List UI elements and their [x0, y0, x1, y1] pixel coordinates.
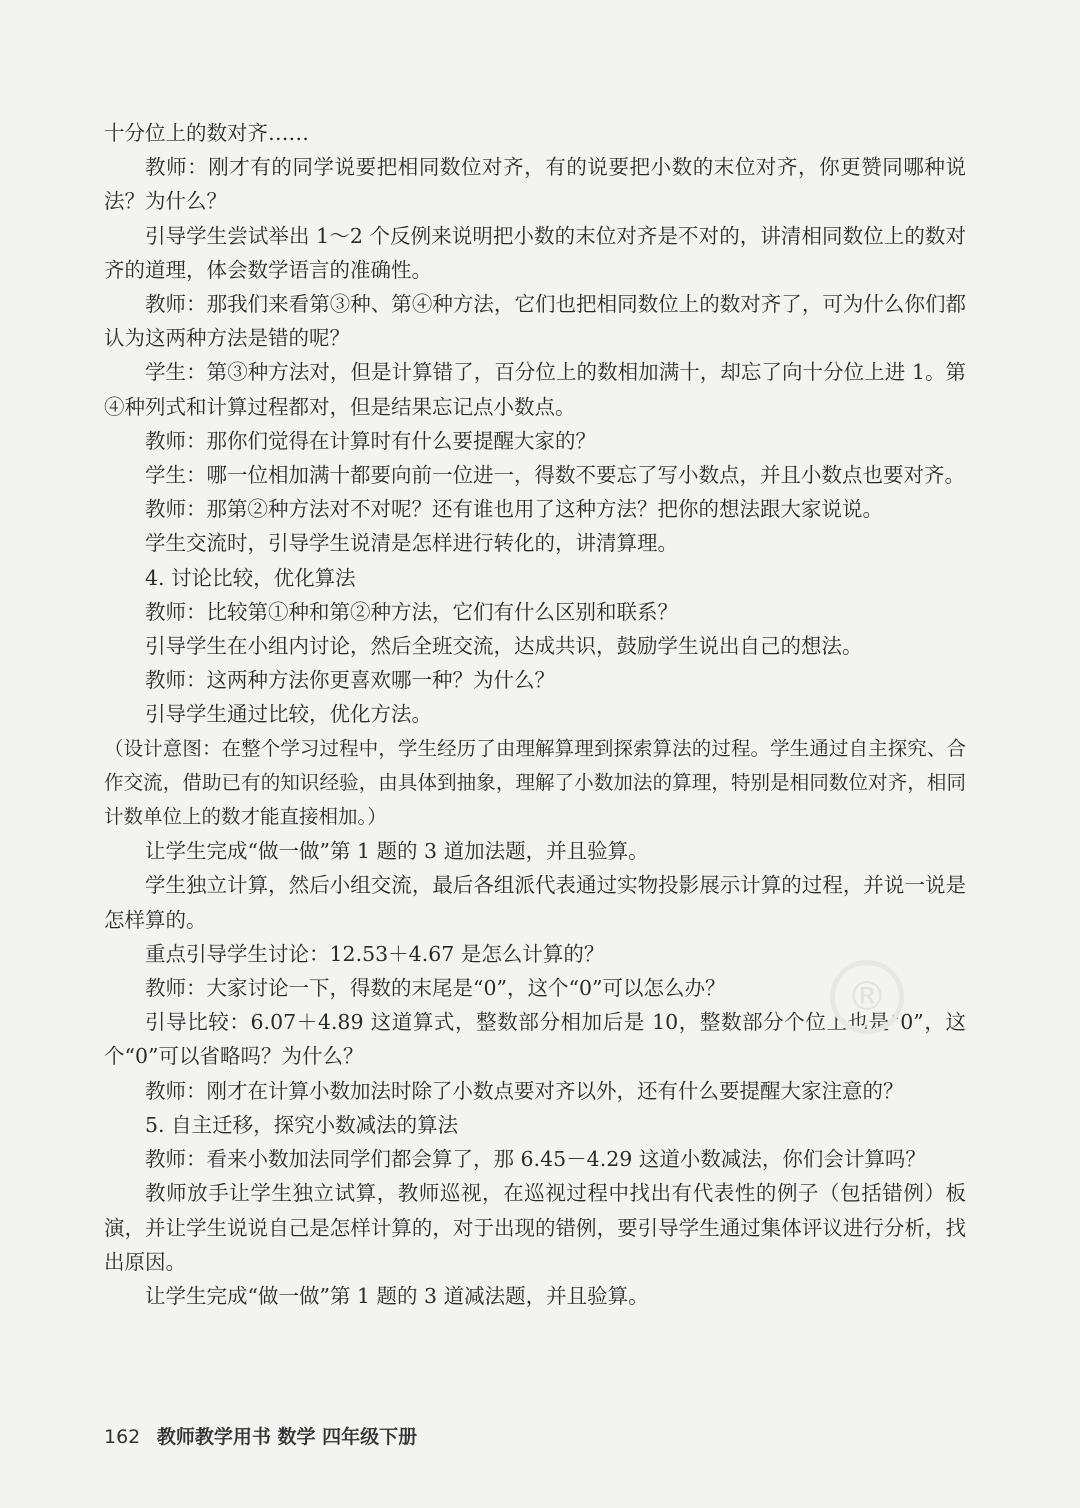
design-intent-note: （设计意图：在整个学习过程中，学生经历了由理解算理到探索算法的过程。学生通过自主探究、合作交流，借助已有的知识经验，由具体到抽象，理解了小数加法的算理，特别是相同数位对齐，相同计数单位上的数才能直接相加。） — [104, 736, 966, 829]
paragraph: 学生独立计算，然后小组交流，最后各组派代表通过实物投影展示计算的过程，并说一说是怎样算的。 — [104, 873, 966, 932]
paragraph: 教师放手让学生独立试算，教师巡视，在巡视过程中找出有代表性的例子（包括错例）板演，并让学生说说自己是怎样计算的，对于出现的错例，要引导学生通过集体评议进行分析，找出原因。 — [104, 1181, 966, 1274]
book-title: 教师教学用书 数学 四年级下册 — [156, 1426, 418, 1448]
section-heading: 5. 自主迁移，探究小数减法的算法 — [145, 1112, 459, 1137]
section-heading: 4. 讨论比较，优化算法 — [145, 565, 356, 590]
paragraph: 引导比较：6.07＋4.89 这道算式，整数部分相加后是 10，整数部分个位上也是“0”，这个“0”可以省略吗？为什么？ — [104, 1010, 966, 1069]
paragraph: 教师：这两种方法你更喜欢哪一种？为什么？ — [145, 668, 555, 693]
paragraph: 教师：大家讨论一下，得数的末尾是“0”，这个“0”可以怎么办？ — [145, 976, 726, 1001]
page-number: 162 — [104, 1426, 141, 1448]
paragraph: 让学生完成“做一做”第 1 题的 3 道加法题，并且验算。 — [145, 839, 649, 864]
paragraph: 让学生完成“做一做”第 1 题的 3 道减法题，并且验算。 — [145, 1283, 649, 1308]
paragraph: 教师：刚才在计算小数加法时除了小数点要对齐以外，还有什么要提醒大家注意的？ — [145, 1078, 904, 1103]
paragraph: 学生：第③种方法对，但是计算错了，百分位上的数相加满十，却忘了向十分位上进 1。第④种列式和计算过程都对，但是结果忘记点小数点。 — [104, 360, 966, 419]
page-footer — [104, 1422, 417, 1449]
paragraph: 教师：那我们来看第③种、第④种方法，它们也把相同数位上的数对齐了，可为什么你们都认为这两种方法是错的呢？ — [104, 292, 966, 351]
paragraph: 重点引导学生讨论：12.53＋4.67 是怎么计算的？ — [145, 941, 605, 966]
paragraph: 引导学生尝试举出 1～2 个反例来说明把小数的末位对齐是不对的，讲清相同数位上的数对齐的道理，体会数学语言的准确性。 — [104, 223, 966, 282]
paragraph: 引导学生在小组内讨论，然后全班交流，达成共识，鼓励学生说出自己的想法。 — [145, 634, 863, 659]
paragraph: 教师：那第②种方法对不对呢？还有谁也用了这种方法？把你的想法跟大家说说。 — [145, 497, 883, 522]
paragraph: 引导学生通过比较，优化方法。 — [145, 702, 432, 727]
paragraph: 教师：刚才有的同学说要把相同数位对齐，有的说要把小数的末位对齐，你更赞同哪种说法？为什么？ — [104, 155, 966, 214]
paragraph: 学生：哪一位相加满十都要向前一位进一，得数不要忘了写小数点，并且小数点也要对齐。 — [145, 463, 965, 488]
paragraph: 十分位上的数对齐…… — [104, 121, 309, 145]
paragraph: 教师：那你们觉得在计算时有什么要提醒大家的？ — [145, 428, 596, 453]
body-text — [104, 116, 966, 1313]
paragraph: 教师：看来小数加法同学们都会算了，那 6.45－4.29 这道小数减法，你们会计算吗？ — [145, 1147, 926, 1172]
paragraph: 教师：比较第①种和第②种方法，它们有什么区别和联系？ — [145, 599, 678, 624]
paragraph: 学生交流时，引导学生说清是怎样进行转化的，讲清算理。 — [145, 531, 678, 556]
registered-watermark-icon: ® — [830, 960, 904, 1034]
